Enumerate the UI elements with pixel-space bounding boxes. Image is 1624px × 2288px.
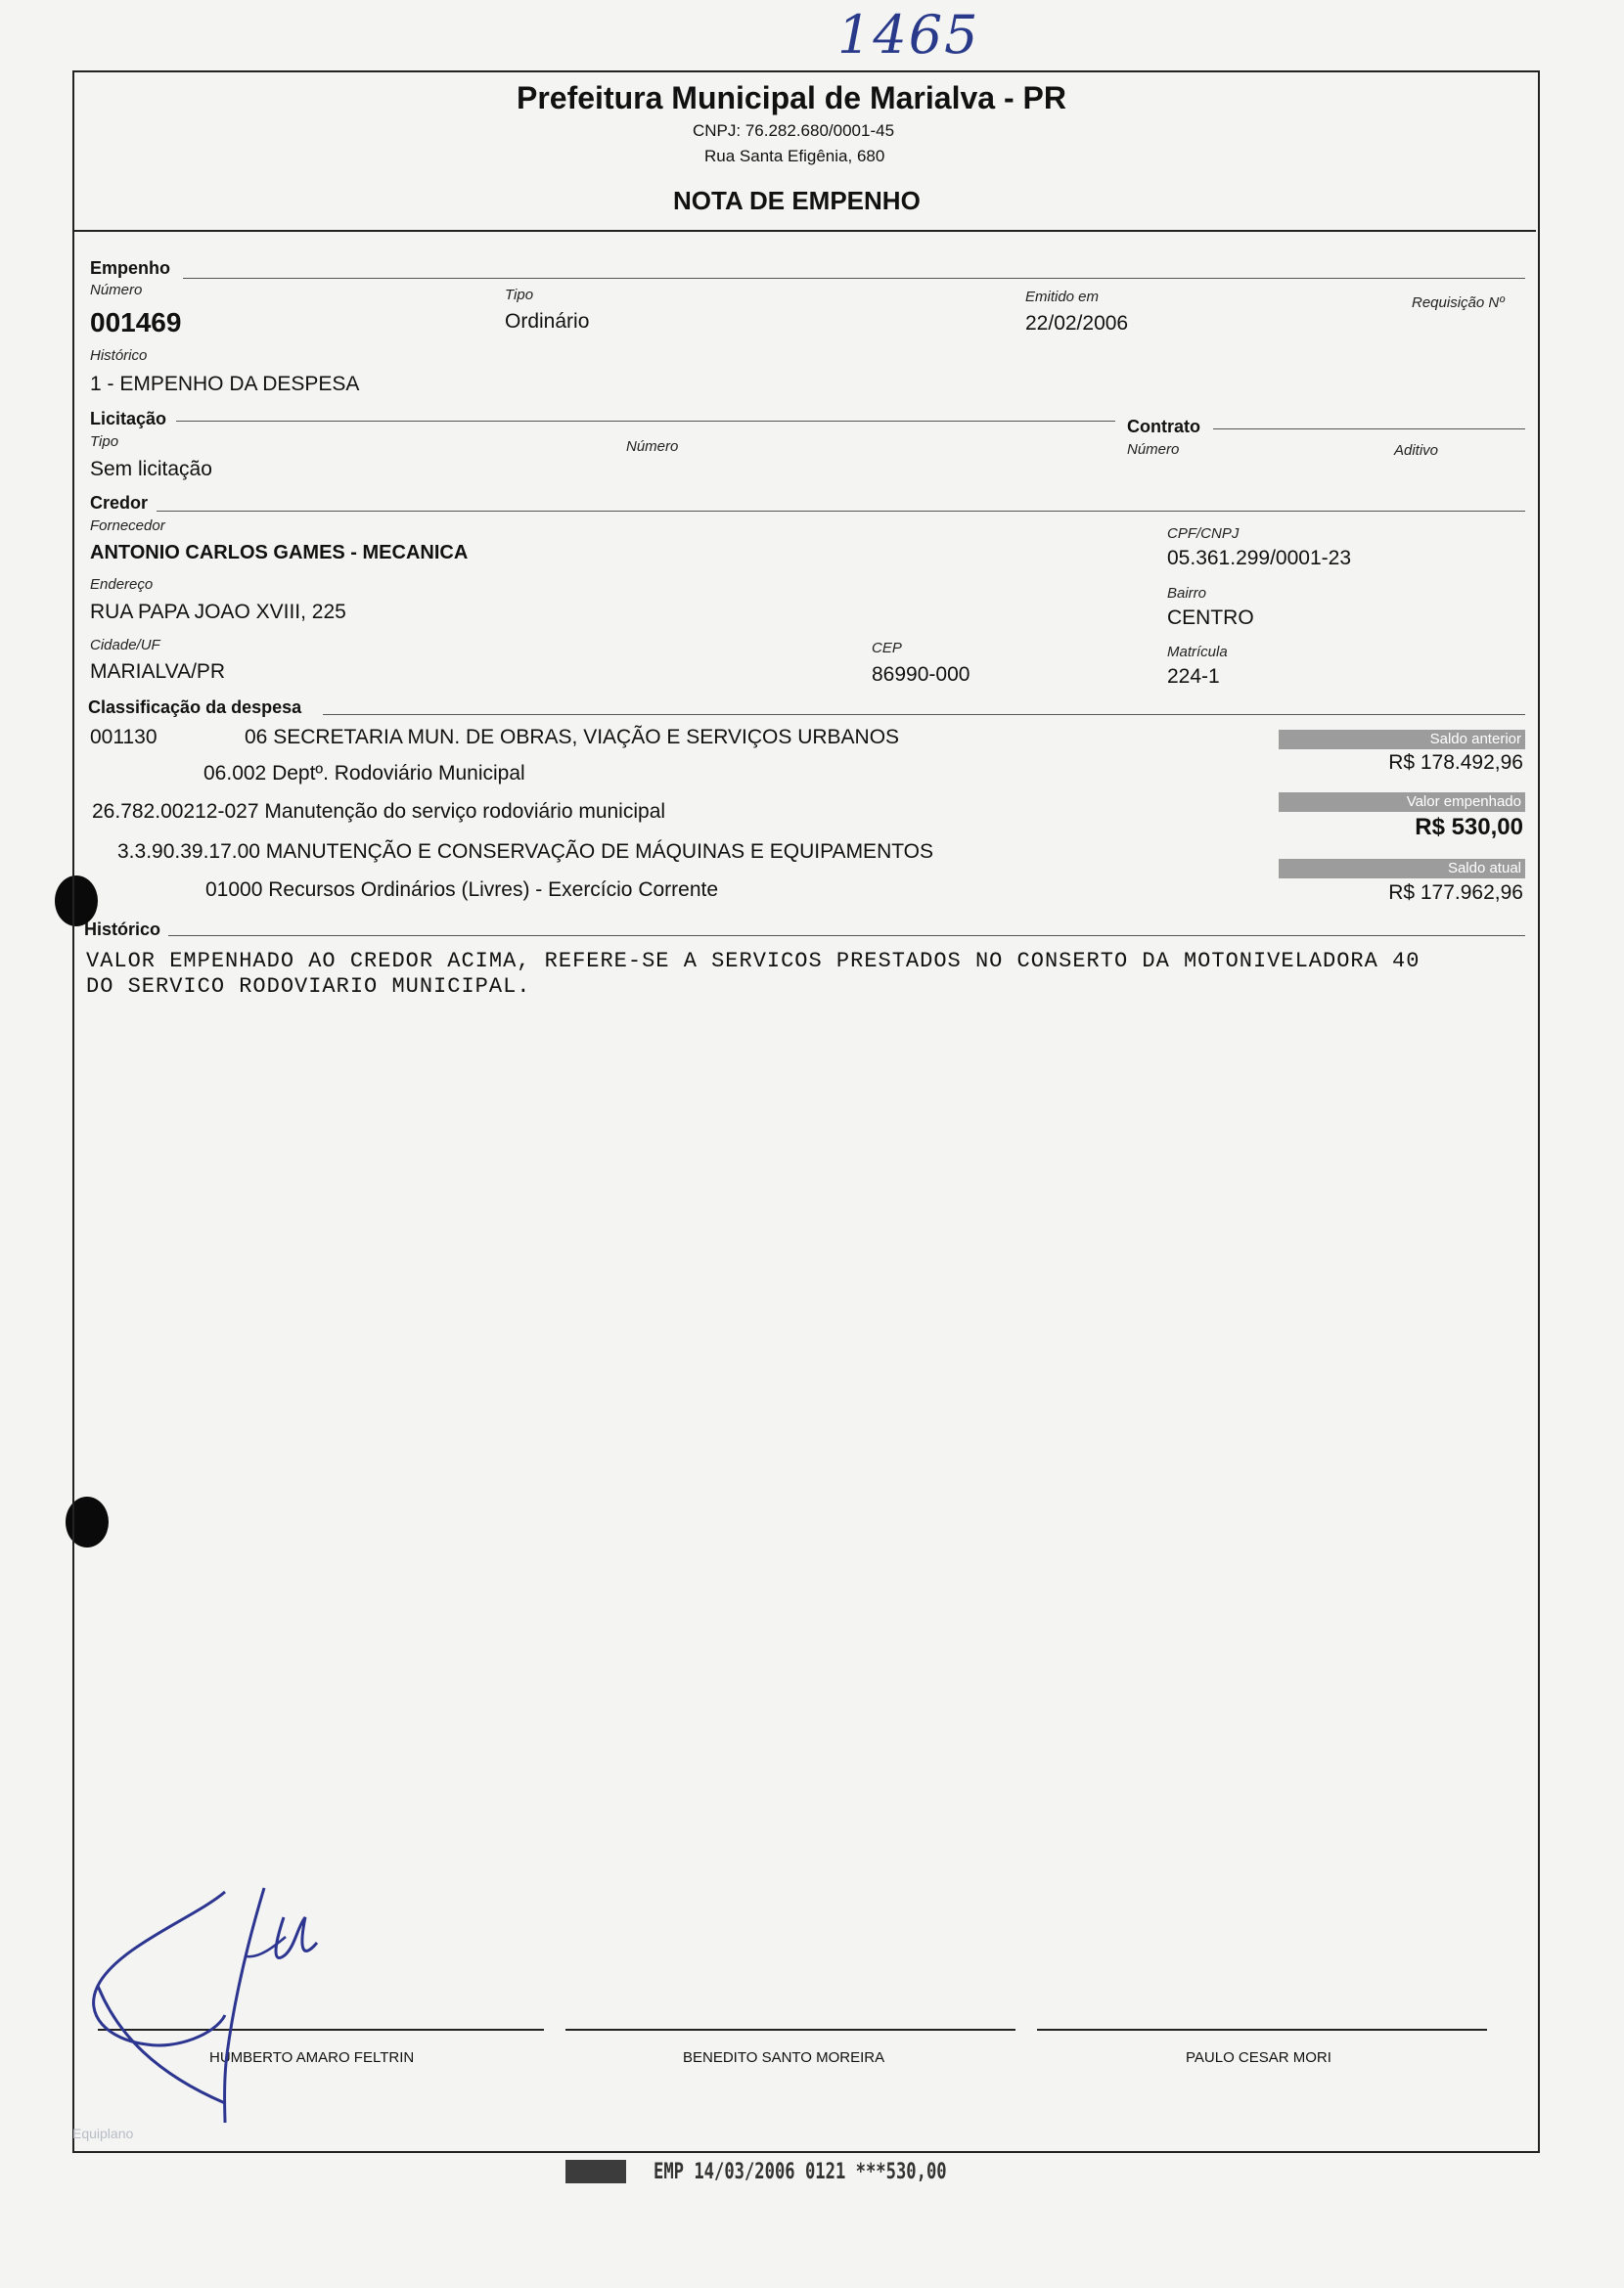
section-licitacao: Licitação xyxy=(90,409,167,428)
emitido-label: Emitido em xyxy=(1025,289,1100,305)
signature-line-2 xyxy=(565,2029,1015,2031)
section-rule xyxy=(176,421,1115,422)
credor-cidade: MARIALVA/PR xyxy=(90,660,226,683)
header-title: Prefeitura Municipal de Marialva - PR xyxy=(517,80,1066,115)
saldo-atual-label: Saldo atual xyxy=(1279,859,1525,878)
header-divider xyxy=(74,230,1536,232)
header-address: Rua Santa Efigênia, 680 xyxy=(704,147,885,165)
section-rule xyxy=(183,278,1525,279)
credor-bairro: CENTRO xyxy=(1167,606,1254,629)
section-rule xyxy=(1213,428,1525,429)
empenho-numero: 001469 xyxy=(90,307,182,337)
footer-stamp: EMP 14/03/2006 0121 ***530,00 xyxy=(654,2160,947,2184)
credor-endereco: RUA PAPA JOAO XVIII, 225 xyxy=(90,601,346,623)
header-cnpj: CNPJ: 76.282.680/0001-45 xyxy=(693,121,895,140)
classificacao-code: 001130 xyxy=(90,726,158,748)
classificacao-orgao: 06 SECRETARIA MUN. DE OBRAS, VIAÇÃO E SERVIÇOS URBANOS xyxy=(245,726,900,748)
contrato-aditivo-label: Aditivo xyxy=(1394,442,1439,459)
saldo-atual-value: R$ 177.962,96 xyxy=(1388,881,1523,904)
numero-label: Número xyxy=(90,282,143,298)
classificacao-funcional: 26.782.00212-027 Manutenção do serviço rodoviário municipal xyxy=(92,800,666,823)
handwritten-page-number: 1465 xyxy=(837,4,980,66)
section-empenho: Empenho xyxy=(90,258,171,278)
section-historico: Histórico xyxy=(84,920,161,939)
credor-cpf: 05.361.299/0001-23 xyxy=(1167,547,1352,569)
cidade-label: Cidade/UF xyxy=(90,637,160,653)
section-classificacao: Classificação da despesa xyxy=(88,697,302,717)
section-rule xyxy=(323,714,1525,715)
contrato-numero-label: Número xyxy=(1127,441,1180,458)
signatory-1: HUMBERTO AMARO FELTRIN xyxy=(209,2049,415,2066)
historico-label-top: Histórico xyxy=(90,347,148,364)
requisicao-label: Requisição Nº xyxy=(1412,294,1505,311)
licitacao-tipo-label: Tipo xyxy=(90,433,119,450)
empenho-historico: 1 - EMPENHO DA DESPESA xyxy=(90,373,360,395)
cpf-label: CPF/CNPJ xyxy=(1167,525,1240,542)
document-title: NOTA DE EMPENHO xyxy=(673,186,921,215)
stamp-logo xyxy=(565,2160,626,2183)
saldo-anterior-label: Saldo anterior xyxy=(1279,730,1525,749)
fornecedor-label: Fornecedor xyxy=(90,517,165,534)
historico-line-1: VALOR EMPENHADO AO CREDOR ACIMA, REFERE-SE A SERVICOS PRESTADOS NO CONSERTO DA MOTONIVELADORA 40 xyxy=(86,949,1421,973)
section-rule xyxy=(157,511,1525,512)
handwritten-signature xyxy=(78,1878,391,2132)
licitacao-tipo: Sem licitação xyxy=(90,458,212,480)
endereco-label: Endereço xyxy=(90,576,154,593)
empenho-emitido: 22/02/2006 xyxy=(1025,312,1129,335)
empenho-tipo: Ordinário xyxy=(505,310,590,333)
valor-empenhado-label: Valor empenhado xyxy=(1279,792,1525,812)
credor-fornecedor: ANTONIO CARLOS GAMES - MECANICA xyxy=(90,542,469,563)
section-rule xyxy=(168,935,1525,936)
signature-line-3 xyxy=(1037,2029,1487,2031)
classificacao-unidade: 06.002 Deptº. Rodoviário Municipal xyxy=(203,762,525,785)
classificacao-recurso: 01000 Recursos Ordinários (Livres) - Exercício Corrente xyxy=(205,878,719,901)
classificacao-elemento: 3.3.90.39.17.00 MANUTENÇÃO E CONSERVAÇÃO DE MÁQUINAS E EQUIPAMENTOS xyxy=(117,840,934,863)
section-credor: Credor xyxy=(90,493,149,513)
bairro-label: Bairro xyxy=(1167,585,1207,602)
software-watermark: Equiplano xyxy=(72,2126,134,2141)
cep-label: CEP xyxy=(872,640,902,656)
credor-matricula: 224-1 xyxy=(1167,665,1220,688)
section-contrato: Contrato xyxy=(1127,417,1200,436)
matricula-label: Matrícula xyxy=(1167,644,1228,660)
signatory-2: BENEDITO SANTO MOREIRA xyxy=(683,2049,885,2066)
credor-cep: 86990-000 xyxy=(872,663,970,686)
tipo-label: Tipo xyxy=(505,287,534,303)
historico-line-2: DO SERVICO RODOVIARIO MUNICIPAL. xyxy=(86,974,531,999)
saldo-anterior-value: R$ 178.492,96 xyxy=(1388,751,1523,774)
licitacao-numero-label: Número xyxy=(626,438,679,455)
signatory-3: PAULO CESAR MORI xyxy=(1186,2049,1331,2066)
valor-empenhado-value: R$ 530,00 xyxy=(1415,814,1523,840)
